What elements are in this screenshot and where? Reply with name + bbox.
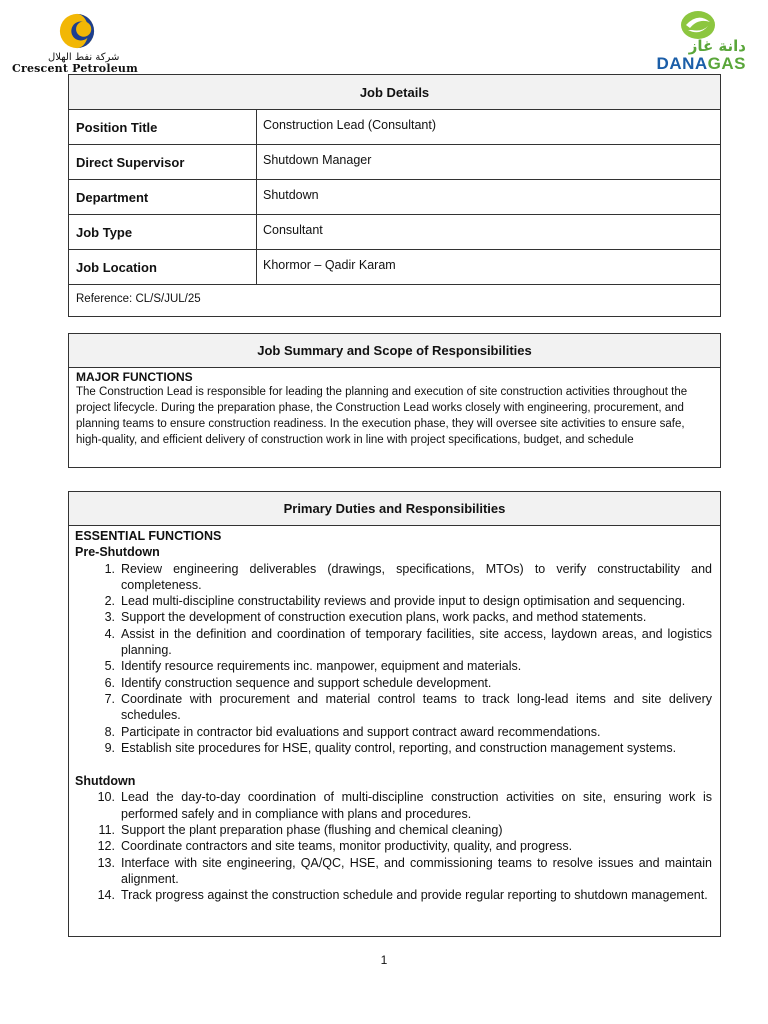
pre-shutdown-list [75,561,713,757]
essential-functions-label: ESSENTIAL FUNCTIONS [75,529,222,543]
major-functions-label: MAJOR FUNCTIONS [76,370,193,384]
direct-supervisor-value: Shutdown Manager [263,153,372,167]
job-type-label: Job Type [69,215,257,249]
danagas-logo-arabic: دانة غاز [688,37,746,55]
list-item [75,887,713,903]
crescent-logo-icon [58,12,96,50]
list-item-text: Assist in the definition and coordination of temporary facilities, site access, laydown areas, and logistics planning. [121,626,712,658]
danagas-logo-name-a: DANA [656,54,708,73]
list-item-text: Support the plant preparation phase (flushing and chemical cleaning) [121,823,503,838]
list-item-number: 14. [97,888,115,903]
crescent-petroleum-logo [8,12,138,74]
list-item-number: 4. [104,626,115,641]
list-item [75,789,713,822]
department-label: Department [69,180,257,214]
danagas-logo [648,10,748,73]
list-item-number: 13. [97,855,115,870]
list-item-number: 6. [104,675,115,690]
list-item [75,561,713,594]
crescent-logo-name: Crescent Petroleum [12,62,138,75]
list-item-number: 2. [104,594,115,609]
job-summary-title: Job Summary and Scope of Responsibilities [69,334,720,368]
job-details-table [68,74,721,317]
crescent-logo-arabic: شركة نفط الهلال [48,52,120,63]
job-summary-text: The Construction Lead is responsible for leading the planning and execution of site construction activities throughout the project lifecycle. During the preparation phase, the Construction Lead works closely with engineering, procurement, and planning teams to ensure construction readiness. In the execution phase, they will oversee site activities to ensure safe, high-quality, and efficient delivery of construction work in line with project specifications, budget, and schedule [76,386,688,446]
department-value: Shutdown [263,188,319,202]
page-number: 1 [380,953,388,967]
list-item [75,838,713,854]
list-item-text: Coordinate contractors and site teams, monitor productivity, quality, and progress. [121,839,573,854]
list-item-text: Identify construction sequence and support schedule development. [121,675,492,690]
list-item-text: Lead multi-discipline constructability reviews and provide input to design optimisation and sequencing. [121,594,686,609]
job-summary-body [69,368,720,448]
table-row [69,180,720,215]
list-item-text: Support the development of construction execution plans, work packs, and method statements. [121,610,647,625]
list-item-number: 3. [104,610,115,625]
danagas-logo-icon [678,10,718,40]
list-item-number: 5. [104,659,115,674]
primary-duties-body [69,526,720,904]
list-item-number: 11. [98,823,115,838]
list-item-text: Lead the day-to-day coordination of multi-discipline construction activities on site, ensuring work is performed safely and in compliance with plans and procedures. [121,790,712,821]
list-item-text: Identify resource requirements inc. manpower, equipment and materials. [121,659,522,674]
list-item-number: 9. [104,740,115,755]
shutdown-list [75,789,713,903]
list-item-text: Track progress against the construction schedule and provide regular reporting to shutdown management. [121,888,708,903]
list-item [75,675,713,691]
list-item [75,593,713,609]
list-item [75,691,713,724]
job-type-value: Consultant [263,223,323,237]
direct-supervisor-label: Direct Supervisor [69,145,257,179]
primary-duties-title: Primary Duties and Responsibilities [69,492,720,526]
table-row [69,145,720,180]
list-item-number: 7. [104,691,115,706]
reference-text: Reference: CL/S/JUL/25 [76,293,201,305]
list-item-text: Establish site procedures for HSE, quality control, reporting, and construction management systems. [121,740,677,755]
shutdown-label: Shutdown [75,774,136,789]
danagas-logo-name-b: GAS [707,54,746,73]
list-item [75,740,713,756]
list-item [75,626,713,659]
list-item [75,609,713,625]
job-details-title: Job Details [69,75,720,110]
list-item-text: Review engineering deliverables (drawings, specifications, MTOs) to verify constructability and completeness. [121,561,712,592]
list-item [75,724,713,740]
list-item-number: 10. [97,790,115,805]
list-item-number: 12. [97,839,115,854]
list-item-text: Interface with site engineering, QA/QC, HSE, and commissioning teams to resolve issues and maintain alignment. [121,855,712,886]
table-row [69,215,720,250]
list-item-number: 8. [104,724,115,739]
spacer [75,756,713,773]
job-summary-section [68,333,721,468]
table-row [69,110,720,145]
position-title-label: Position Title [69,110,257,144]
list-item [75,658,713,674]
table-row [69,250,720,285]
position-title-value: Construction Lead (Consultant) [263,118,437,132]
list-item-number: 1. [104,561,115,576]
danagas-logo-name [657,54,746,74]
pre-shutdown-label: Pre-Shutdown [75,545,160,560]
job-location-label: Job Location [69,250,257,284]
primary-duties-section [68,491,721,937]
list-item [75,822,713,838]
list-item [75,855,713,888]
list-item-text: Coordinate with procurement and material control teams to track long-lead items and site delivery schedules. [121,691,712,723]
list-item-text: Participate in contractor bid evaluations and support contract award recommendations. [121,724,601,739]
job-location-value: Khormor – Qadir Karam [263,258,396,272]
